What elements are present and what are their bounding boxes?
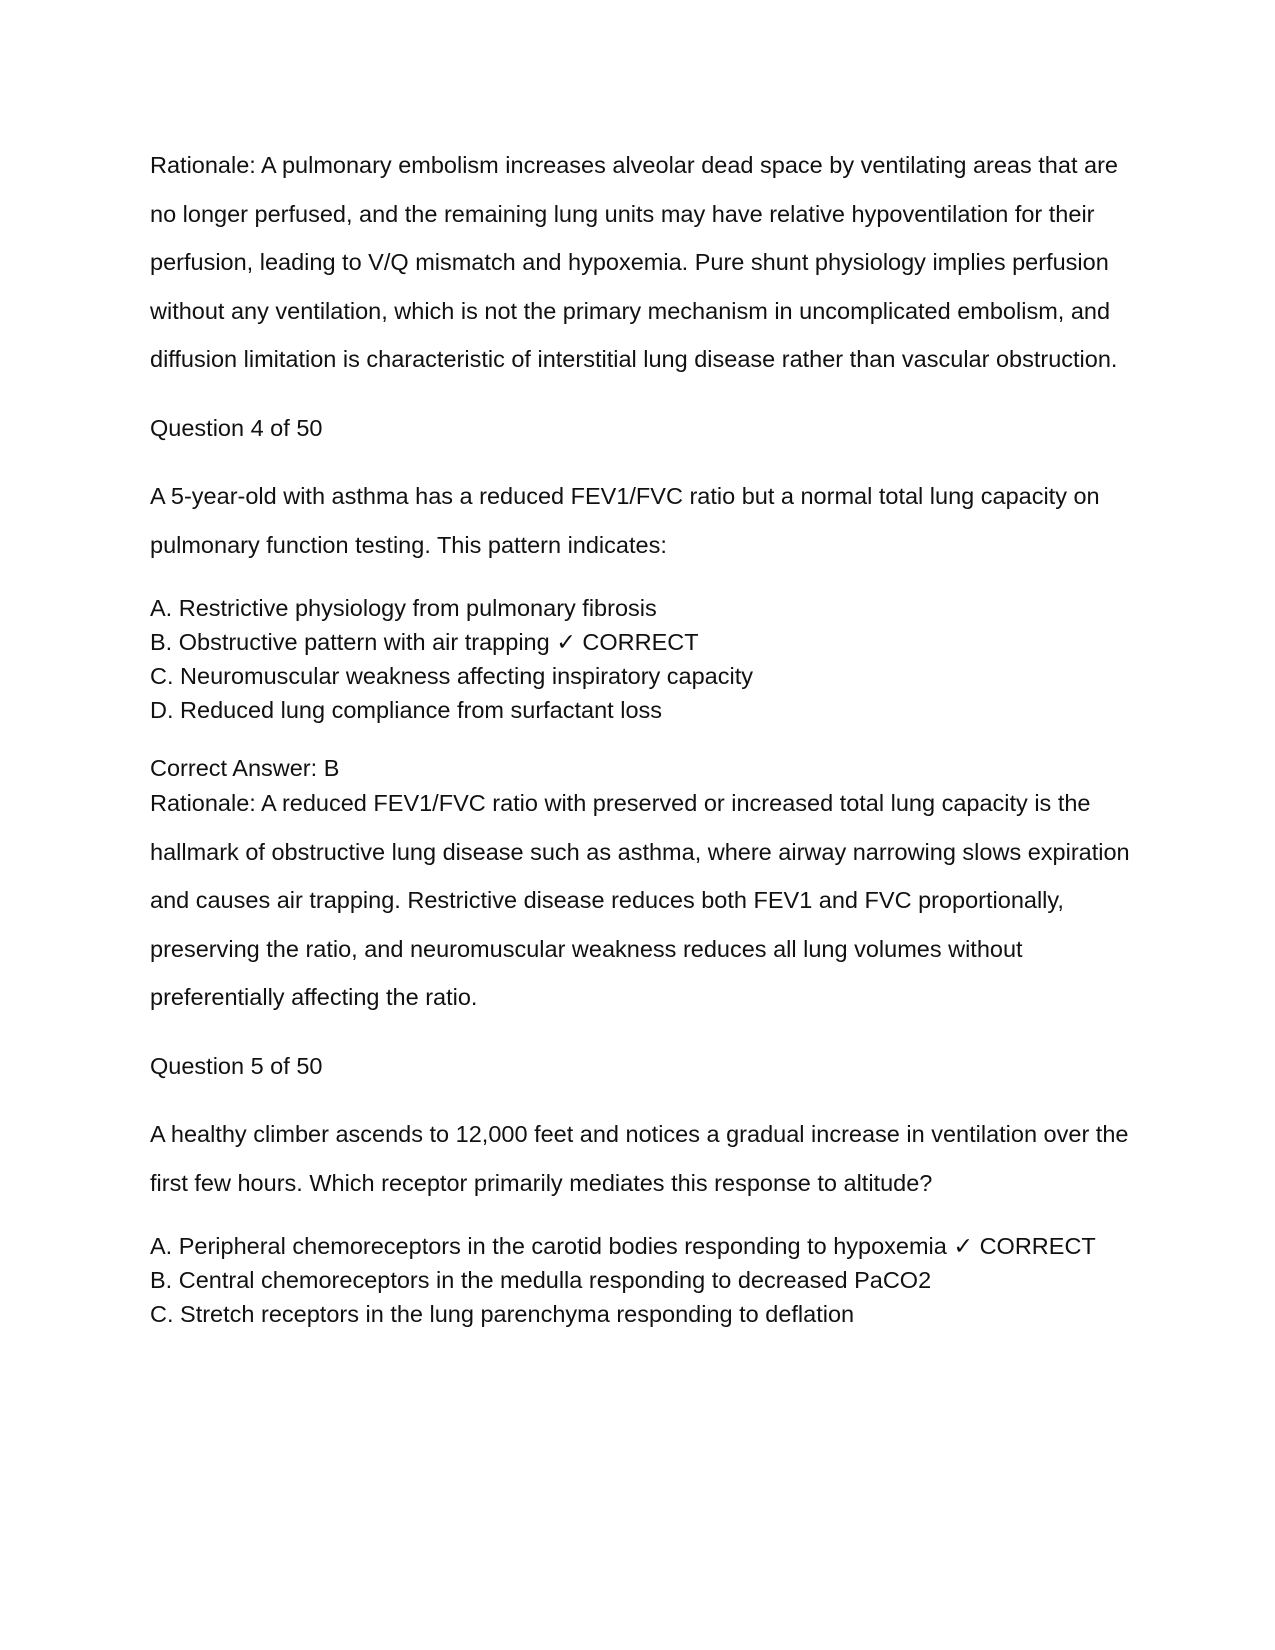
question-4-option-a: A. Restrictive physiology from pulmonary fibrosis xyxy=(150,595,657,621)
question-4-option-d: D. Reduced lung compliance from surfactant loss xyxy=(150,697,663,723)
page-content xyxy=(150,141,1135,1331)
question-5-option-b: B. Central chemoreceptors in the medulla responding to decreased PaCO2 xyxy=(150,1267,932,1293)
question-5-stem: A healthy climber ascends to 12,000 feet and notices a gradual increase in ventilation over the first few hours. Which receptor primarily mediates this response to altitude? xyxy=(150,1121,1129,1196)
question-4-correct-answer: Correct Answer: B xyxy=(150,755,340,781)
question-5-option-a: A. Peripheral chemoreceptors in the carotid bodies responding to hypoxemia ✓ CORRECT xyxy=(150,1233,1096,1259)
rationale-question-3: Rationale: A pulmonary embolism increases alveolar dead space by ventilating areas that are no longer perfused, and the remaining lung units may have relative hypoventilation for their perfusion, leading to V/Q mismatch and hypoxemia. Pure shunt physiology implies perfusion without any ventilation, which is not the primary mechanism in uncomplicated embolism, and diffusion limitation is characteristic of interstitial lung disease rather than vascular obstruction. xyxy=(150,152,1118,372)
question-4-option-c: C. Neuromuscular weakness affecting inspiratory capacity xyxy=(150,663,754,689)
question-4-options xyxy=(150,591,1135,727)
question-4-rationale: Rationale: A reduced FEV1/FVC ratio with preserved or increased total lung capacity is the hallmark of obstructive lung disease such as asthma, where airway narrowing slows expiration and causes air trapping. Restrictive disease reduces both FEV1 and FVC proportionally, preserving the ratio, and neuromuscular weakness reduces all lung volumes without preferentially affecting the ratio. xyxy=(150,790,1130,1010)
question-4-stem: A 5-year-old with asthma has a reduced FEV1/FVC ratio but a normal total lung capacity on pulmonary function testing. This pattern indicates: xyxy=(150,483,1100,558)
question-5-heading: Question 5 of 50 xyxy=(150,1052,323,1079)
question-5-option-c: C. Stretch receptors in the lung parenchyma responding to deflation xyxy=(150,1301,855,1327)
question-4-heading: Question 4 of 50 xyxy=(150,414,323,441)
question-4-option-b: B. Obstructive pattern with air trapping ✓ CORRECT xyxy=(150,629,699,655)
question-5-options xyxy=(150,1229,1135,1331)
